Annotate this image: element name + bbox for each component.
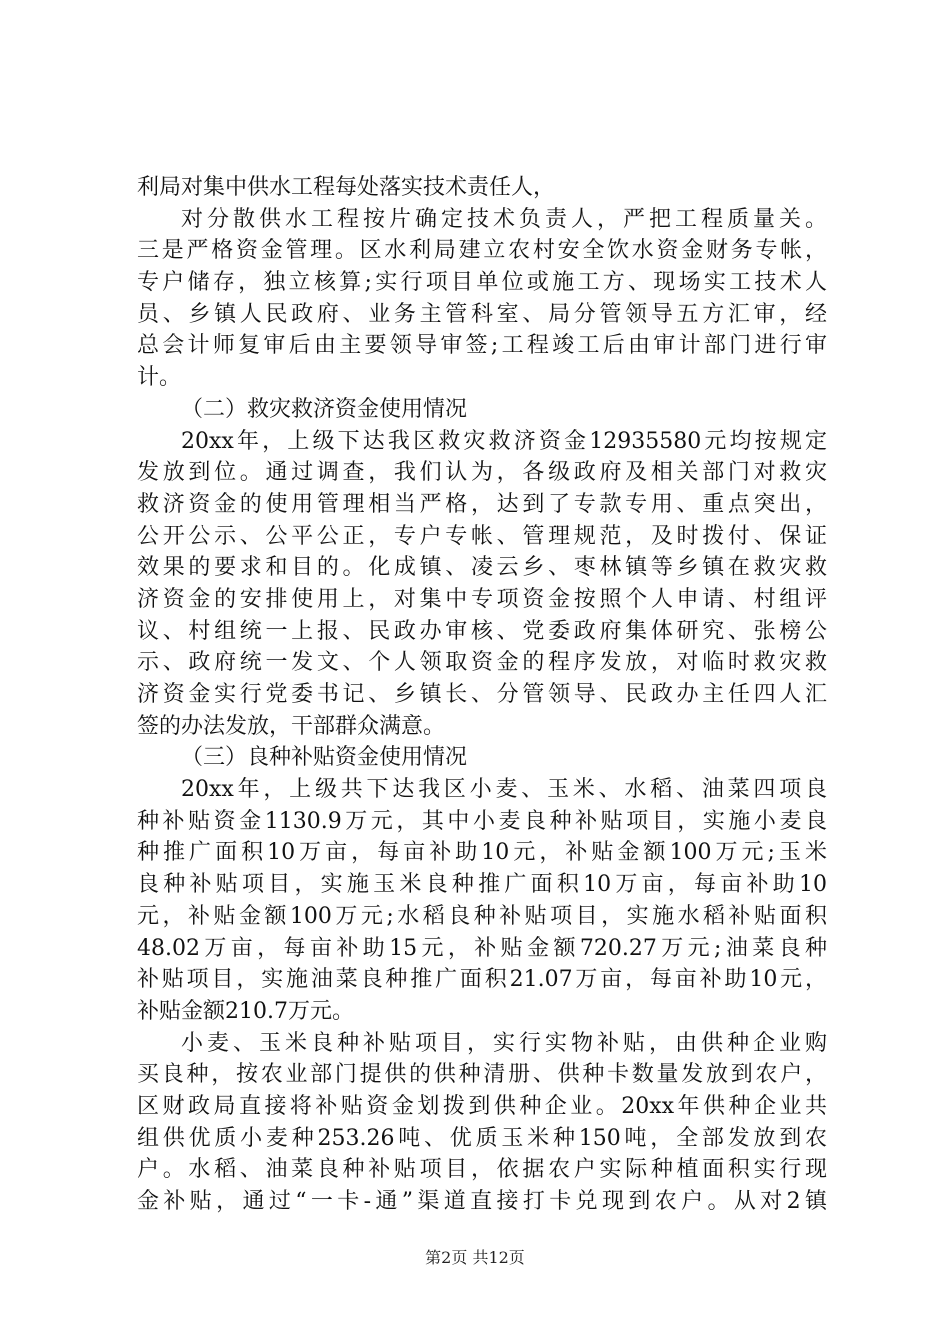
text-line: 良种补贴项目，实施玉米良种推广面积10万亩，每亩补助10: [137, 872, 827, 898]
text-line: 济资金实行党委书记、乡镇长、分管领导、民政办主任四人汇: [137, 682, 827, 707]
text-line: 种补贴资金1130.9万元，其中小麦良种补贴项目，实施小麦良: [137, 808, 827, 834]
text-line: 专户储存，独立核算;实行项目单位或施工方、现场实工技术人: [137, 270, 827, 296]
text-line: 公开公示、公平公正，专户专帐、管理规范，及时拨付、保证: [137, 523, 827, 549]
text-line: 区财政局直接将补贴资金划拨到供种企业。20xx年供种企业共: [137, 1093, 827, 1119]
text-line: （二）救灾救济资金使用情况: [181, 396, 468, 422]
text-line: 户。水稻、油菜良种补贴项目，依据农户实际种植面积实行现: [137, 1157, 827, 1183]
text-line: 计。: [137, 365, 182, 391]
text-line: 济资金的安排使用上，对集中专项资金按照个人申请、村组评: [137, 586, 827, 612]
text-line: 示、政府统一发文、个人领取资金的程序发放，对临时救灾救: [137, 650, 827, 676]
text-line: 20xx年，上级共下达我区小麦、玉米、水稻、油菜四项良: [181, 777, 827, 803]
text-line: 员、乡镇人民政府、业务主管科室、局分管领导五方汇审，经: [137, 301, 827, 327]
text-line: 补贴金额210.7万元。: [137, 998, 354, 1024]
text-line: 利局对集中供水工程每处落实技术责任人，: [137, 175, 556, 200]
text-line: 议、村组统一上报、民政办审核、党委政府集体研究、张榜公: [137, 618, 827, 644]
text-line: 救济资金的使用管理相当严格，达到了专款专用、重点突出，: [137, 491, 827, 517]
text-line: 对分散供水工程按片确定技术负责人，严把工程质量关。: [181, 206, 827, 232]
text-line: 买良种，按农业部门提供的供种清册、供种卡数量发放到农户，: [137, 1062, 827, 1088]
text-line: 组供优质小麦种253.26吨、优质玉米种150吨，全部发放到农: [137, 1125, 827, 1151]
text-line: 金补贴，通过“一卡-通”渠道直接打卡兑现到农户。从对2镇: [137, 1189, 827, 1214]
text-line: 元，补贴金额100万元;水稻良种补贴项目，实施水稻补贴面积: [137, 903, 827, 929]
text-line: 20xx年，上级下达我区救灾救济资金12935580元均按规定: [181, 428, 827, 454]
text-line: 小麦、玉米良种补贴项目，实行实物补贴，由供种企业购: [181, 1030, 827, 1056]
page-footer: 第2页 共12页: [425, 1248, 525, 1267]
text-line: 48.02万亩，每亩补助15元，补贴金额720.27万元;油菜良种: [137, 935, 827, 961]
text-line: 发放到位。通过调查，我们认为，各级政府及相关部门对救灾: [137, 460, 827, 486]
text-line: 补贴项目，实施油菜良种推广面积21.07万亩，每亩补助10元，: [137, 967, 827, 993]
text-line: 效果的要求和目的。化成镇、凌云乡、枣林镇等乡镇在救灾救: [137, 555, 827, 581]
text-line: 签的办法发放，干部群众满意。: [137, 713, 446, 739]
text-line: 种推广面积10万亩，每亩补助10元，补贴金额100万元;玉米: [137, 840, 827, 866]
document-body: [137, 172, 827, 1218]
text-line: （三）良种补贴资金使用情况: [181, 745, 468, 771]
text-line: 三是严格资金管理。区水利局建立农村安全饮水资金财务专帐，: [137, 238, 827, 264]
text-line: 总会计师复审后由主要领导审签;工程竣工后由审计部门进行审: [137, 333, 827, 359]
